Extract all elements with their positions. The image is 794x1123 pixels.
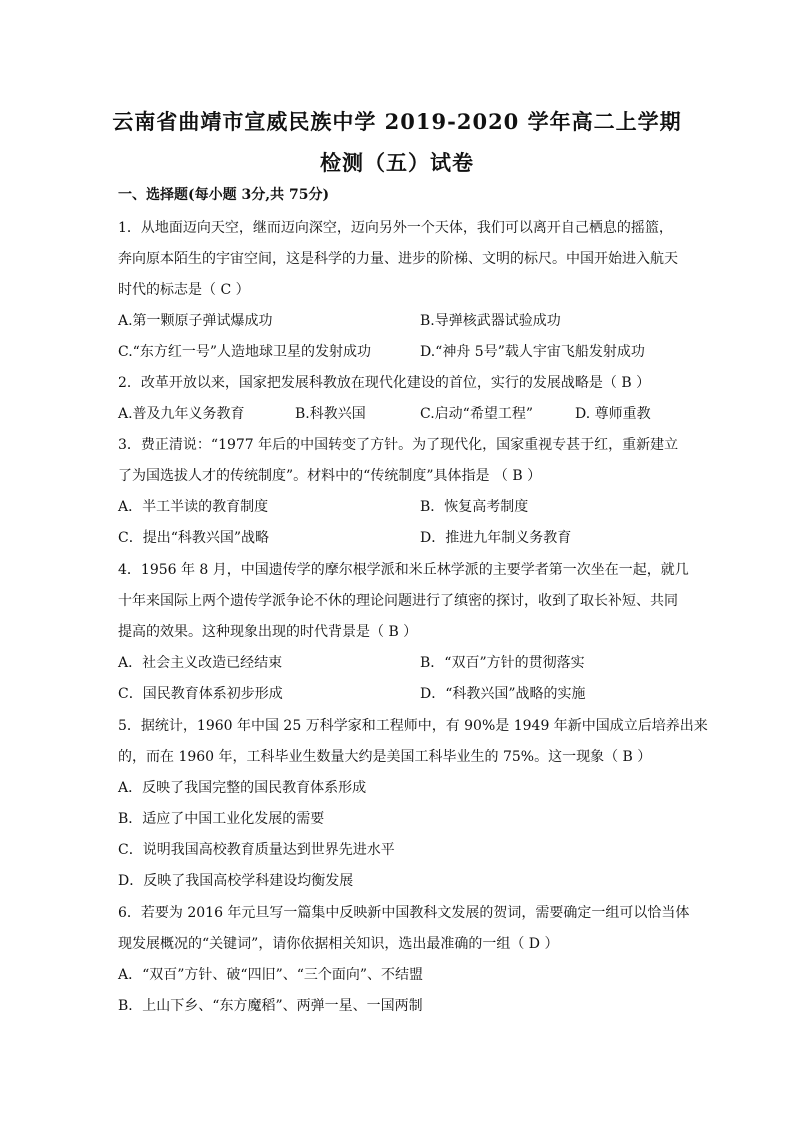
question-2-option-a: A.普及九年义务教育 <box>118 406 245 422</box>
question-5-option-a: A．反映了我国完整的国民教育体系形成 <box>118 780 367 796</box>
question-2-option-b: B.科教兴国 <box>295 406 366 422</box>
question-1-option-b: B.导弹核武器试验成功 <box>420 313 561 329</box>
question-4-option-a: A．社会主义改造已经结束 <box>118 655 283 671</box>
section-heading: 一、选择题(每小题 3分,共 75分) <box>118 187 330 203</box>
question-4-option-b: B．“双百”方针的贯彻落实 <box>420 655 585 671</box>
question-2-option-c: C.启动“希望工程” <box>420 406 533 422</box>
question-1-line-1: 1．从地面迈向天空，继而迈向深空，迈向另外一个天体，我们可以离开自己栖息的摇篮， <box>118 220 673 236</box>
question-4-option-d: D．“科教兴国”战略的实施 <box>420 686 586 702</box>
question-2-option-d: D. 尊师重教 <box>575 406 651 422</box>
question-3-option-a: A．半工半读的教育制度 <box>118 499 269 515</box>
question-3-option-d: D．推进九年制义务教育 <box>420 530 572 546</box>
question-4-line-3: 提高的效果。这种现象出现的时代背景是（ B ） <box>118 624 418 640</box>
question-6-option-b: B．上山下乡、“东方魔稻”、两弹一星、一国两制 <box>118 998 423 1014</box>
question-4-option-c: C．国民教育体系初步形成 <box>118 686 283 702</box>
question-4-line-1: 4．1956 年 8 月，中国遗传学的摩尔根学派和米丘林学派的主要学者第一次坐在一起，就几 <box>118 562 689 578</box>
exam-subtitle: 检测（五）试卷 <box>320 150 474 175</box>
question-3-option-b: B．恢复高考制度 <box>420 499 529 515</box>
question-1-option-d: D.“神舟 5号”载人宇宙飞船发射成功 <box>420 344 645 360</box>
question-6-line-1: 6．若要为 2016 年元旦写一篇集中反映新中国教科文发展的贺词，需要确定一组可以恰当体 <box>118 905 690 921</box>
question-2-line-1: 2．改革开放以来，国家把发展科教放在现代化建设的首位，实行的发展战略是（ B ） <box>118 375 651 391</box>
question-5-line-2: 的，而在 1960 年，工科毕业生数量大约是美国工科毕业生的 75%。这一现象（ B ） <box>118 749 652 765</box>
question-6-line-2: 现发展概况的“关键词”，请你依据相关知识，选出最准确的一组（ D ） <box>118 936 559 952</box>
question-4-line-2: 十年来国际上两个遗传学派争论不休的理论问题进行了缜密的探讨，收到了取长补短、共同 <box>118 593 678 609</box>
question-5-option-b: B．适应了中国工业化发展的需要 <box>118 811 325 827</box>
question-1-line-3: 时代的标志是（ C ） <box>118 282 250 298</box>
question-3-line-1: 3．费正清说：“1977 年后的中国转变了方针。为了现代化，国家重视专甚于红，重新建立 <box>118 437 679 453</box>
question-5-option-d: D．反映了我国高校学科建设均衡发展 <box>118 873 354 889</box>
question-5-option-c: C．说明我国高校教育质量达到世界先进水平 <box>118 842 395 858</box>
question-5-line-1: 5．据统计，1960 年中国 25 万科学家和工程师中，有 90%是 1949 年新中国成立后培养出来 <box>118 718 708 734</box>
question-3-line-2: 了为国选拔人才的传统制度”。材料中的“传统制度”具体指是 （ B ） <box>118 468 542 484</box>
question-1-line-2: 奔向原本陌生的宇宙空间，这是科学的力量、进步的阶梯、文明的标尺。中国开始进入航天 <box>118 251 678 267</box>
question-6-option-a: A．“双百”方针、破“四旧”、“三个面向”、不结盟 <box>118 967 424 983</box>
exam-title: 云南省曲靖市宣威民族中学 2019-2020 学年高二上学期 <box>112 109 682 134</box>
question-3-option-c: C．提出“科教兴国”战略 <box>118 530 270 546</box>
question-1-option-a: A.第一颗原子弹试爆成功 <box>118 313 273 329</box>
question-1-option-c: C.“东方红一号”人造地球卫星的发射成功 <box>118 344 371 360</box>
